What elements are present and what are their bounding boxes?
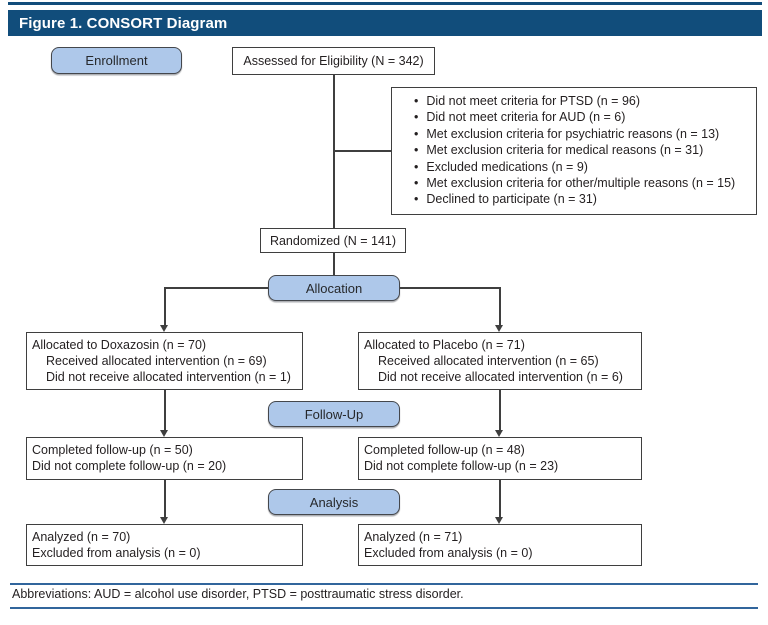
figure-title-bar <box>8 10 762 36</box>
allocation-placebo-line1: Allocated to Placebo (n = 71) <box>364 338 525 352</box>
exclusion-item: • Excluded medications (n = 9) <box>392 159 752 175</box>
footer-rule-bottom <box>10 607 758 609</box>
bullet-icon: • <box>414 126 419 141</box>
connector-down-right-allocation <box>499 287 501 325</box>
exclusion-box <box>391 87 757 215</box>
connector-allocation-branch-right <box>400 287 500 289</box>
analysis-placebo-line2: Excluded from analysis (n = 0) <box>364 546 533 560</box>
exclusion-item: • Met exclusion criteria for medical reasons (n = 31) <box>392 142 752 158</box>
exclusion-item: • Met exclusion criteria for psychiatric reasons (n = 13) <box>392 126 752 142</box>
stage-label-allocation-text: Allocation <box>305 280 363 296</box>
arrowhead-icon <box>160 325 168 332</box>
arrowhead-icon <box>495 325 503 332</box>
arrowhead-icon <box>160 430 168 437</box>
analysis-doxazosin-line2: Excluded from analysis (n = 0) <box>32 546 201 560</box>
allocation-doxazosin-line3: Did not receive allocated intervention (n = 1) <box>46 370 291 384</box>
allocation-placebo-line3: Did not receive allocated intervention (n = 6) <box>378 370 623 384</box>
exclusion-item: • Did not meet criteria for AUD (n = 6) <box>392 109 752 125</box>
top-rule <box>8 2 762 5</box>
followup-placebo-box <box>358 437 642 480</box>
assessed-eligibility-box <box>232 47 435 75</box>
followup-doxazosin-box <box>26 437 303 480</box>
connector-randomized-to-allocation <box>333 253 335 275</box>
stage-label-enrollment <box>51 47 182 74</box>
figure-title: Figure 1. CONSORT Diagram <box>19 14 228 32</box>
connector-left-followup-to-analysis <box>164 480 166 517</box>
followup-placebo-line2: Did not complete follow-up (n = 23) <box>364 459 559 473</box>
followup-doxazosin-line1: Completed follow-up (n = 50) <box>32 443 193 457</box>
arrowhead-icon <box>160 517 168 524</box>
connector-right-followup-to-analysis <box>499 480 501 517</box>
bullet-icon: • <box>414 159 419 174</box>
allocation-doxazosin-line1: Allocated to Doxazosin (n = 70) <box>32 338 207 352</box>
connector-right-allocation-to-followup <box>499 390 501 430</box>
stage-label-followup-text: Follow-Up <box>304 406 364 422</box>
allocation-doxazosin-line2: Received allocated intervention (n = 69) <box>46 354 267 368</box>
arrowhead-icon <box>495 517 503 524</box>
connector-down-left-allocation <box>164 287 166 325</box>
followup-placebo-line1: Completed follow-up (n = 48) <box>364 443 525 457</box>
bullet-icon: • <box>414 94 419 108</box>
analysis-doxazosin-box <box>26 524 303 566</box>
analysis-placebo-line1: Analyzed (n = 71) <box>364 530 463 544</box>
analysis-doxazosin-line1: Analyzed (n = 70) <box>32 530 131 544</box>
stage-label-followup <box>268 401 400 427</box>
footer-rule-top <box>10 583 758 585</box>
stage-label-analysis-text: Analysis <box>309 494 359 510</box>
followup-doxazosin-line2: Did not complete follow-up (n = 20) <box>32 459 227 473</box>
bullet-icon: • <box>414 110 419 125</box>
connector-to-exclusion-box <box>334 150 391 152</box>
stage-label-analysis <box>268 489 400 515</box>
abbreviations-note: Abbreviations: AUD = alcohol use disorder, PTSD = posttraumatic stress disorder. <box>12 587 464 601</box>
stage-label-enrollment-text: Enrollment <box>85 53 148 68</box>
allocation-placebo-box <box>358 332 642 390</box>
assessed-eligibility-text: Assessed for Eligibility (N = 342) <box>243 54 424 68</box>
randomized-text: Randomized (N = 141) <box>269 233 397 248</box>
arrowhead-icon <box>495 430 503 437</box>
exclusion-item: • Did not meet criteria for PTSD (n = 96) <box>392 93 752 109</box>
allocation-doxazosin-box <box>26 332 303 390</box>
bullet-icon: • <box>414 176 419 191</box>
randomized-box <box>260 228 406 253</box>
allocation-placebo-line2: Received allocated intervention (n = 65) <box>378 354 599 368</box>
bullet-icon: • <box>414 143 419 158</box>
analysis-placebo-box <box>358 524 642 566</box>
connector-left-allocation-to-followup <box>164 390 166 430</box>
connector-allocation-branch-left <box>164 287 268 289</box>
exclusion-item: • Met exclusion criteria for other/multiple reasons (n = 15) <box>392 175 752 191</box>
bullet-icon: • <box>414 192 419 207</box>
exclusion-item: • Declined to participate (n = 31) <box>392 191 752 207</box>
exclusion-list <box>392 93 752 208</box>
stage-label-allocation <box>268 275 400 301</box>
